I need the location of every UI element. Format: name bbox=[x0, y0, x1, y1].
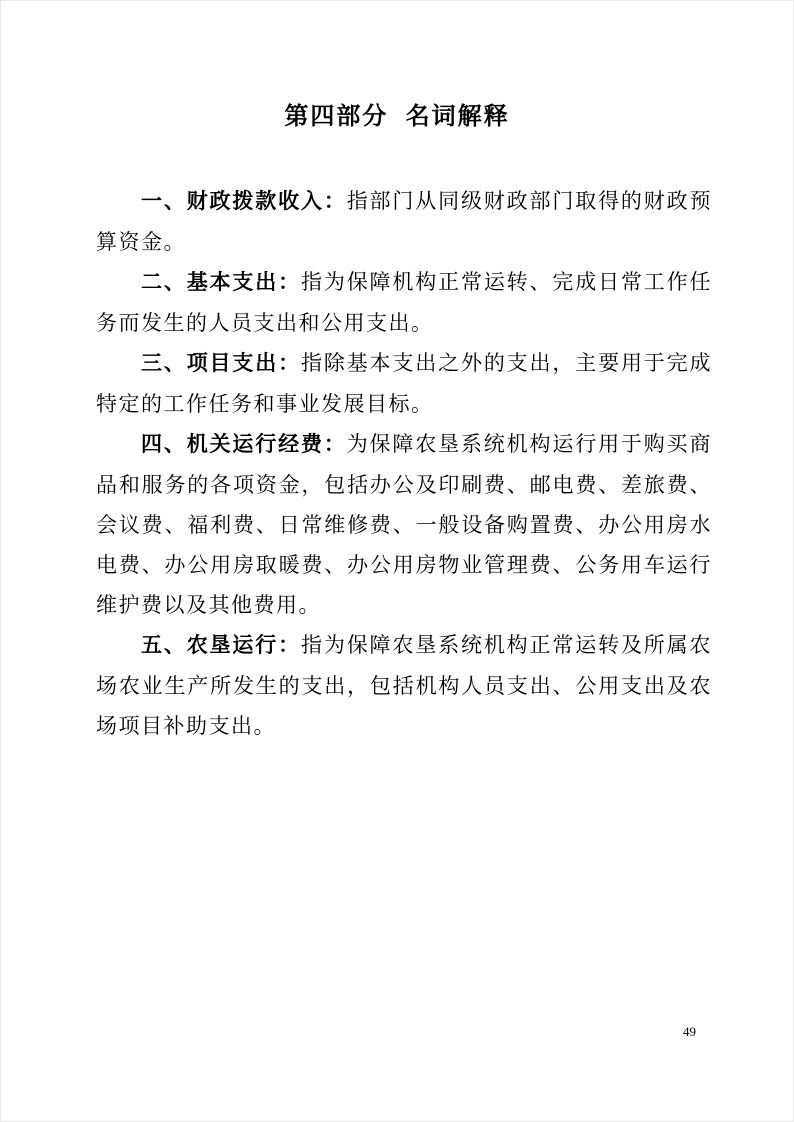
term-definition: 指部门从同级财政部门取得的财政预算资金。 bbox=[96, 189, 712, 254]
definition-paragraph bbox=[96, 424, 712, 625]
document-body bbox=[96, 181, 712, 746]
term-label: 一、财政拨款收入： bbox=[141, 190, 347, 213]
term-definition: 为保障农垦系统机构运行用于购买商品和服务的各项资金，包括办公及印刷费、邮电费、差旅费、会议费、福利费、日常维修费、一般设备购置费、办公用房水电费、办公用房取暖费、办公用房物业管理费、公务用车运行维护费以及其他费用。 bbox=[96, 432, 712, 617]
definition-paragraph bbox=[96, 181, 712, 262]
definition-paragraph bbox=[96, 625, 712, 746]
definition-paragraph bbox=[96, 262, 712, 343]
term-label: 四、机关运行经费： bbox=[141, 433, 347, 456]
term-label: 三、项目支出： bbox=[141, 352, 301, 375]
term-label: 五、农垦运行： bbox=[141, 634, 301, 657]
definition-paragraph bbox=[96, 343, 712, 424]
term-definition: 指除基本支出之外的支出，主要用于完成特定的工作任务和事业发展目标。 bbox=[96, 351, 713, 416]
term-label: 二、基本支出： bbox=[141, 271, 301, 294]
term-definition: 指为保障农垦系统机构正常运转及所属农场农业生产所发生的支出，包括机构人员支出、公用支出及农场项目补助支出。 bbox=[96, 633, 713, 738]
page-number: 49 bbox=[683, 1024, 696, 1039]
page-title: 第四部分 名词解释 bbox=[284, 103, 510, 130]
term-definition: 指为保障机构正常运转、完成日常工作任务而发生的人员支出和公用支出。 bbox=[96, 270, 713, 335]
